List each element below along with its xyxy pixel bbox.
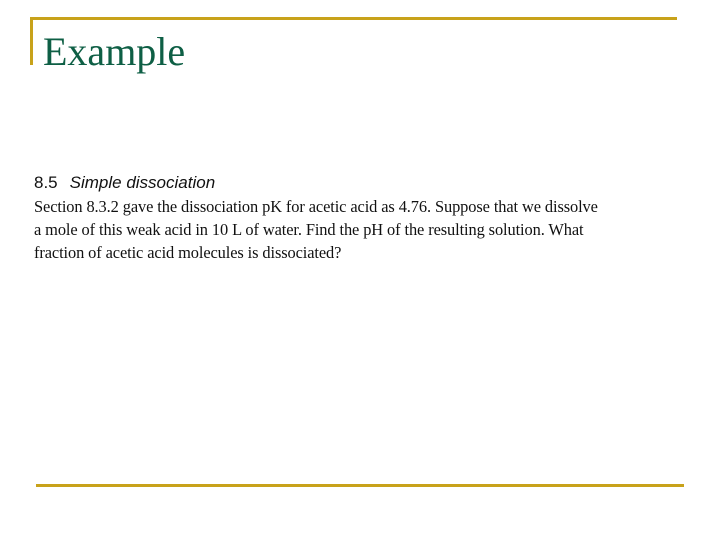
problem-heading: Simple dissociation bbox=[69, 173, 216, 192]
problem-text-line: Section 8.3.2 gave the dissociation pK for acetic acid as 4.76. Suppose that we dissolve bbox=[34, 197, 598, 216]
title-frame-left-rule bbox=[30, 17, 33, 65]
title-frame-top-rule bbox=[30, 17, 677, 20]
problem-text bbox=[34, 195, 694, 264]
problem-block bbox=[34, 173, 694, 264]
problem-text-line: a mole of this weak acid in 10 L of water. Find the pH of the resulting solution. What bbox=[34, 220, 584, 239]
bottom-rule bbox=[36, 484, 684, 487]
problem-number: 8.5 bbox=[34, 173, 58, 192]
slide-title: Example bbox=[43, 29, 186, 74]
problem-header bbox=[34, 173, 694, 193]
problem-text-line: fraction of acetic acid molecules is dissociated? bbox=[34, 243, 342, 262]
